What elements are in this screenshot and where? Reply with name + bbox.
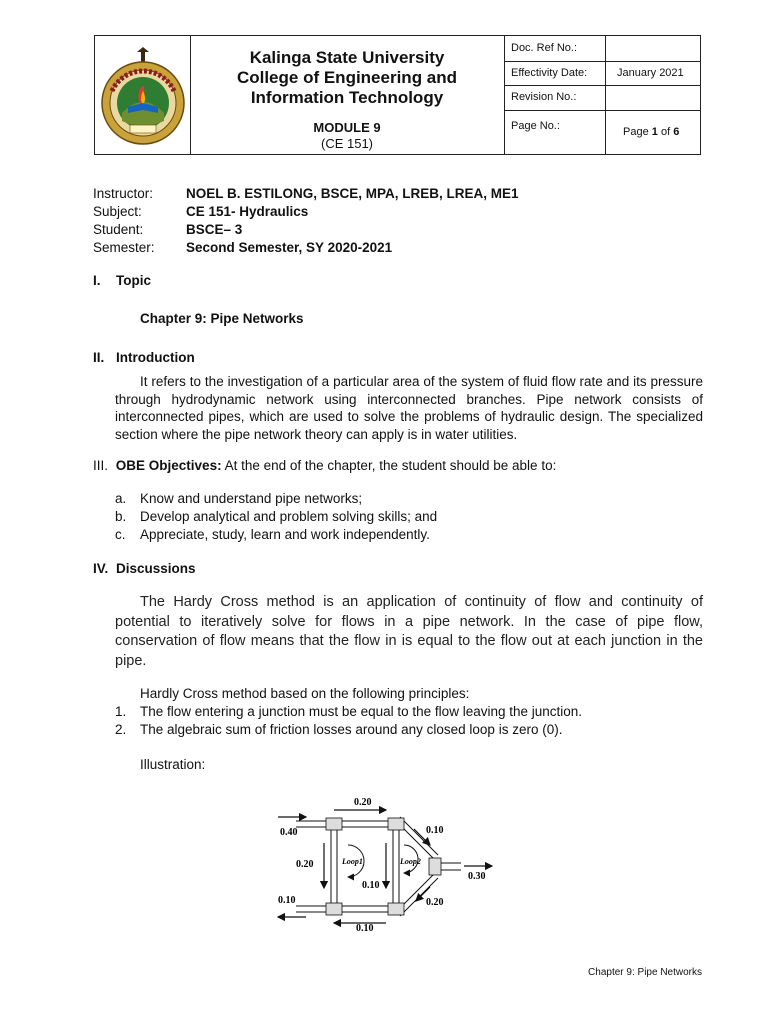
page-no-label: Page No.: xyxy=(511,120,560,132)
illustration-label: Illustration: xyxy=(140,757,206,772)
college-name-line1: College of Engineering and xyxy=(236,68,458,87)
objectives-title: OBE Objectives: xyxy=(115,458,222,473)
flow-label-left-outlet: 0.10 xyxy=(278,895,296,906)
page-word: Page xyxy=(623,126,649,138)
introduction-text: It refers to the investigation of a particular area of the system of fluid flow rate and its pressure through hydrodynamic network using interconnected branches. Pipe network consists of interconnected pipes, which are used to solve the problems of hydraulic design. The specialized section where the pipe network theory can apply is in water utilities. xyxy=(115,374,703,442)
header-row-line xyxy=(504,110,700,111)
revision-label: Revision No.: xyxy=(511,91,577,103)
header-divider xyxy=(605,36,606,154)
hardy-cross-paragraph xyxy=(115,593,703,671)
flow-label-right-bottom: 0.20 xyxy=(426,897,444,908)
hardy-cross-text: The Hardy Cross method is an application of continuity of flow and continuity of potential to iteratively solve for flows in a pipe network. In the case of pipe flow, conservation of flow means that the flow in is equal to the flow out at each junction in the pipe. xyxy=(115,594,703,669)
objective-item: Develop analytical and problem solving skills; and xyxy=(140,509,438,524)
section-number: I. xyxy=(93,273,101,288)
student-value: BSCE– 3 xyxy=(186,222,243,237)
page-of: of xyxy=(660,126,671,138)
flow-label-center-pipe: 0.10 xyxy=(362,880,380,891)
page-footer: Chapter 9: Pipe Networks xyxy=(588,967,702,978)
principle-item: The algebraic sum of friction losses around any closed loop is zero (0). xyxy=(140,722,563,737)
chapter-title: Chapter 9: Pipe Networks xyxy=(140,311,304,326)
section-number: IV. xyxy=(93,561,109,576)
flow-label-bottom: 0.10 xyxy=(356,923,374,934)
header-divider xyxy=(504,36,505,154)
section-number: III. xyxy=(93,458,109,473)
objective-marker: b. xyxy=(115,509,127,524)
document-header-table xyxy=(94,35,701,155)
objective-marker: c. xyxy=(115,527,126,542)
page-current: 1 xyxy=(651,126,658,138)
flow-label-right-top: 0.10 xyxy=(426,825,444,836)
pipe-network-diagram xyxy=(276,793,496,935)
flow-label-inlet: 0.40 xyxy=(280,827,298,838)
flow-label-left-pipe: 0.20 xyxy=(296,859,314,870)
student-label: Student: xyxy=(93,222,144,237)
instructor-label: Instructor: xyxy=(93,186,154,201)
objective-marker: a. xyxy=(115,491,127,506)
university-seal-logo xyxy=(98,41,188,149)
objective-item: Know and understand pipe networks; xyxy=(140,491,363,506)
introduction-paragraph xyxy=(115,373,703,443)
objectives-lead: At the end of the chapter, the student should be able to: xyxy=(221,458,557,473)
principle-item: The flow entering a junction must be equal to the flow leaving the junction. xyxy=(140,704,583,719)
subject-label: Subject: xyxy=(93,204,142,219)
section-heading-introduction: Introduction xyxy=(116,350,195,365)
flow-label-outlet: 0.30 xyxy=(468,871,486,882)
college-name-line2: Information Technology xyxy=(250,88,444,107)
flow-label-top: 0.20 xyxy=(354,797,372,808)
pipe-joints xyxy=(326,818,441,915)
doc-ref-label: Doc. Ref No.: xyxy=(511,42,578,54)
subject-value: CE 151- Hydraulics xyxy=(186,204,309,219)
instructor-value: NOEL B. ESTILONG, BSCE, MPA, LREB, LREA, ME1 xyxy=(186,186,519,201)
module-number: MODULE 9 xyxy=(313,120,381,135)
page-total: 6 xyxy=(673,126,680,138)
effectivity-date-label: Effectivity Date: xyxy=(511,67,588,79)
section-heading-discussions: Discussions xyxy=(116,561,196,576)
section-heading-topic: Topic xyxy=(116,273,151,288)
course-code: (CE 151) xyxy=(320,136,374,151)
header-row-line xyxy=(504,61,700,62)
loop1-label: Loop1 xyxy=(342,857,363,866)
principle-marker: 2. xyxy=(115,722,127,737)
page-number xyxy=(623,126,679,138)
section-number: II. xyxy=(93,350,105,365)
university-name: Kalinga State University xyxy=(249,48,445,67)
module-block xyxy=(190,120,504,152)
semester-label: Semester: xyxy=(93,240,155,255)
loop2-label: Loop2 xyxy=(400,857,421,866)
objectives-heading xyxy=(93,458,556,473)
university-name-block xyxy=(190,48,504,108)
principles-intro: Hardly Cross method based on the following principles: xyxy=(140,686,470,701)
objective-item: Appreciate, study, learn and work independently. xyxy=(140,527,430,542)
principle-marker: 1. xyxy=(115,704,127,719)
header-row-line xyxy=(504,85,700,86)
semester-value: Second Semester, SY 2020-2021 xyxy=(186,240,393,255)
effectivity-date-value: January 2021 xyxy=(617,67,684,79)
